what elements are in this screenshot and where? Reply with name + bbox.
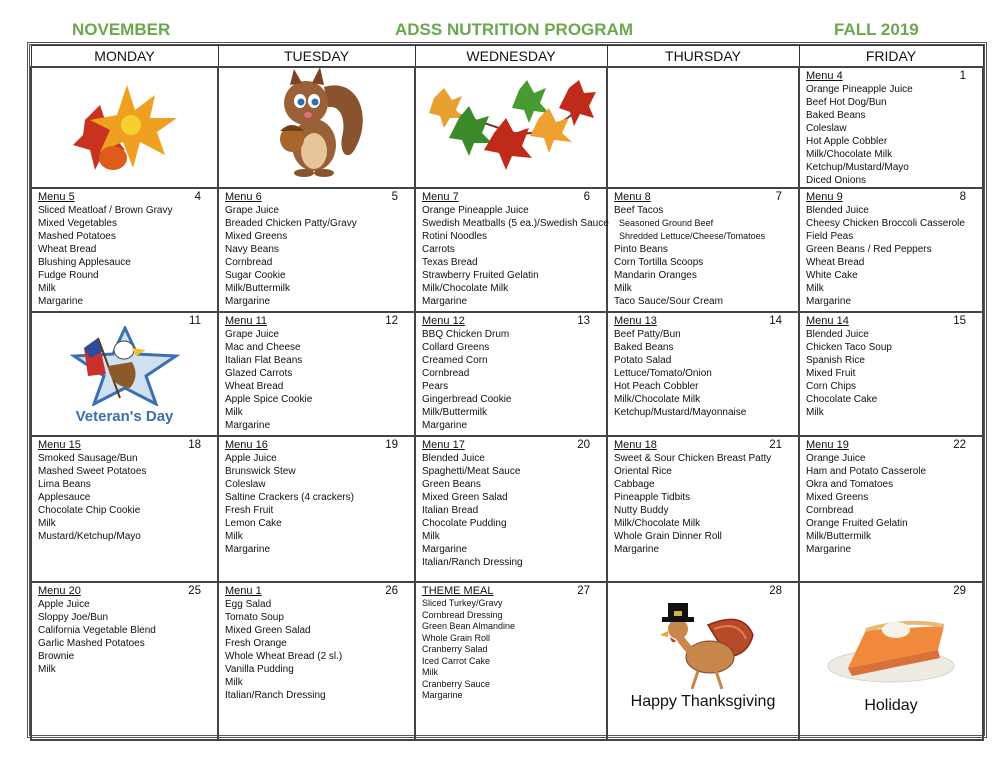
menu-item: Green Beans / Red Peppers (806, 244, 932, 255)
menu-item: Lettuce/Tomato/Onion (614, 368, 712, 379)
day-number: 15 (953, 315, 966, 327)
menu-item: Grape Juice (225, 205, 279, 216)
day-cell (415, 312, 607, 436)
menu-item: Breaded Chicken Patty/Gravy (225, 218, 357, 229)
day-number: 4 (194, 191, 201, 203)
menu-item: Apple Spice Cookie (225, 394, 313, 405)
menu-item: Italian Flat Beans (225, 355, 303, 366)
menu-item: Navy Beans (225, 244, 279, 255)
menu-item: Lima Beans (38, 479, 91, 490)
menu-items (225, 452, 409, 556)
menu-item: Okra and Tomatoes (806, 479, 894, 490)
menu-item: Cabbage (614, 479, 655, 490)
day-cell (799, 67, 983, 188)
menu-item: Ketchup/Mustard/Mayonnaise (614, 407, 747, 418)
menu-item: Swedish Meatballs (5 ea.)/Swedish Sauce (422, 218, 609, 229)
program-title: ADSS NUTRITION PROGRAM (395, 20, 633, 39)
menu-item: Sliced Turkey/Gravy (422, 598, 503, 608)
menu-item: Milk (225, 531, 243, 542)
menu-items (225, 204, 409, 308)
menu-item: Margarine (38, 296, 84, 307)
menu-label: Menu 16 (225, 439, 268, 451)
menu-item: Taco Sauce/Sour Cream (614, 296, 723, 307)
menu-item: Cornbread (225, 257, 273, 268)
menu-item: Brownie (38, 651, 75, 662)
day-cell (218, 582, 415, 740)
menu-item: Milk (38, 283, 56, 294)
menu-item: BBQ Chicken Drum (422, 329, 510, 340)
menu-item: Chocolate Pudding (422, 518, 507, 529)
day-number: 29 (953, 585, 966, 597)
menu-item: Oriental Rice (614, 466, 672, 477)
menu-item: Italian Bread (422, 505, 479, 516)
menu-item: Milk/Chocolate Milk (422, 283, 509, 294)
menu-item: Cranberry Salad (422, 644, 488, 654)
eagle-flag-star-icon (32, 319, 217, 413)
menu-item: Chocolate Cake (806, 394, 878, 405)
menu-items (38, 452, 212, 543)
day-cell (607, 312, 799, 436)
day-cell (415, 188, 607, 312)
menu-item: Grape Juice (225, 329, 279, 340)
menu-item: Cheesy Chicken Broccoli Casserole (806, 218, 965, 229)
menu-item: Blushing Applesauce (38, 257, 131, 268)
menu-item: Saltine Crackers (4 crackers) (225, 492, 354, 503)
holiday-caption: Happy Thanksgiving (630, 693, 776, 710)
autumn-leaves-icon (32, 68, 217, 187)
menu-item: Coleslaw (806, 123, 847, 134)
menu-item: Nutty Buddy (614, 505, 669, 516)
day-cell (607, 188, 799, 312)
menu-item: Milk (38, 518, 56, 529)
menu-item: Margarine (422, 296, 468, 307)
menu-item: Carrots (422, 244, 455, 255)
menu-item: Margarine (806, 544, 852, 555)
menu-items (614, 204, 793, 308)
menu-item: Mixed Green Salad (422, 492, 508, 503)
menu-item: Mixed Fruit (806, 368, 856, 379)
calendar-table (30, 45, 984, 741)
menu-item: Collard Greens (422, 342, 490, 353)
menu-item: Lemon Cake (225, 518, 282, 529)
menu-item: Milk/Buttermilk (422, 407, 488, 418)
weekday-thursday: THURSDAY (607, 46, 799, 68)
menu-item: Spaghetti/Meat Sauce (422, 466, 521, 477)
day-cell (415, 436, 607, 582)
menu-item: Fresh Fruit (225, 505, 274, 516)
menu-items (38, 598, 212, 676)
menu-item: Milk (806, 283, 824, 294)
day-number: 1 (959, 70, 966, 82)
week-row (31, 312, 983, 436)
weekday-monday: MONDAY (31, 46, 218, 68)
menu-item: Cranberry Sauce (422, 678, 491, 689)
menu-item: Milk (806, 407, 824, 418)
menu-item: Milk (422, 531, 440, 542)
menu-item: Whole Wheat Bread (2 sl.) (225, 651, 343, 662)
menu-label: Menu 14 (806, 315, 849, 327)
day-number: 5 (391, 191, 398, 203)
menu-item: Green Beans (422, 479, 481, 490)
menu-item: Applesauce (38, 492, 91, 503)
day-number: 22 (953, 439, 966, 451)
menu-label: Menu 6 (225, 191, 262, 203)
day-number: 6 (583, 191, 590, 203)
weekday-tuesday: TUESDAY (218, 46, 415, 68)
menu-item: Sloppy Joe/Bun (38, 612, 109, 623)
menu-item: Wheat Bread (225, 381, 284, 392)
menu-label: Menu 15 (38, 439, 81, 451)
menu-item: Mac and Cheese (225, 342, 301, 353)
menu-item: Wheat Bread (38, 244, 97, 255)
menu-label: Menu 7 (422, 191, 459, 203)
menu-item: Milk/Chocolate Milk (614, 394, 701, 405)
day-number: 18 (188, 439, 201, 451)
day-number: 7 (775, 191, 782, 203)
week-row (31, 67, 983, 188)
day-cell (218, 312, 415, 436)
day-cell (31, 582, 218, 740)
menu-item: Margarine (422, 690, 463, 700)
menu-subitem: Seasoned Ground Beef (619, 218, 714, 228)
day-number: 11 (189, 315, 201, 327)
menu-item: Milk (422, 667, 438, 677)
day-number: 14 (769, 315, 782, 327)
menu-item: Glazed Carrots (225, 368, 293, 379)
menu-item: California Vegetable Blend (38, 625, 156, 636)
pilgrim-turkey-icon (608, 595, 798, 695)
menu-items (422, 328, 601, 432)
menu-item: Orange Juice (806, 453, 866, 464)
week-row (31, 436, 983, 582)
menu-label: Menu 20 (38, 585, 81, 597)
menu-items (422, 452, 601, 569)
menu-item: Egg Salad (225, 599, 272, 610)
menu-item: White Cake (806, 270, 858, 281)
menu-items (225, 598, 409, 702)
menu-item: Coleslaw (225, 479, 266, 490)
menu-item: Smoked Sausage/Bun (38, 453, 138, 464)
menu-item: Corn Chips (806, 381, 857, 392)
menu-item: Diced Onions (806, 175, 867, 186)
menu-label: Menu 11 (225, 315, 267, 327)
menu-item: Milk/Buttermilk (806, 531, 872, 542)
menu-label: Menu 5 (38, 191, 75, 203)
menu-item: Margarine (225, 544, 271, 555)
menu-item: Milk (225, 407, 243, 418)
menu-item: Vanilla Pudding (225, 664, 294, 675)
day-cell-holiday (607, 582, 799, 740)
menu-item: Mandarin Oranges (614, 270, 697, 281)
menu-item: Mixed Greens (225, 231, 288, 242)
menu-label: THEME MEAL (422, 585, 494, 597)
menu-item: Milk (614, 283, 632, 294)
menu-item: Iced Carrot Cake (422, 655, 491, 666)
menu-items (422, 204, 609, 308)
menu-label: Menu 1 (225, 585, 262, 597)
menu-item: Mixed Green Salad (225, 625, 311, 636)
menu-label: Menu 9 (806, 191, 843, 203)
leaf-garland-icon (416, 68, 606, 187)
squirrel-with-acorn-icon (219, 58, 414, 187)
pumpkin-pie-icon (800, 597, 982, 699)
menu-items (806, 83, 977, 187)
day-number: 28 (769, 585, 782, 597)
menu-item: Baked Beans (806, 110, 866, 121)
day-cell-holiday (799, 582, 983, 740)
menu-item: Orange Fruited Gelatin (806, 518, 908, 529)
weekday-wednesday: WEDNESDAY (415, 46, 607, 68)
menu-item: Hot Peach Cobbler (614, 381, 699, 392)
menu-label: Menu 17 (422, 439, 465, 451)
menu-label: Menu 4 (806, 70, 843, 82)
menu-label: Menu 8 (614, 191, 651, 203)
day-number: 13 (577, 315, 590, 327)
day-cell (799, 312, 983, 436)
weekday-friday: FRIDAY (799, 46, 983, 68)
menu-items (614, 328, 793, 419)
menu-label: Menu 19 (806, 439, 849, 451)
menu-item: Cornbread (806, 505, 854, 516)
menu-item: Creamed Corn (422, 355, 488, 366)
day-cell-theme-meal (415, 582, 607, 740)
menu-items (38, 204, 212, 308)
menu-item: Brunswick Stew (225, 466, 296, 477)
menu-item: Blended Juice (806, 329, 869, 340)
day-cell-image (31, 67, 218, 188)
menu-item: Sugar Cookie (225, 270, 286, 281)
menu-calendar (27, 42, 987, 738)
menu-item: Sweet & Sour Chicken Breast Patty (614, 453, 772, 464)
menu-item: Margarine (614, 544, 660, 555)
menu-item: Fudge Round (38, 270, 99, 281)
menu-item: Orange Pineapple Juice (806, 84, 913, 95)
menu-item: Milk (225, 677, 243, 688)
menu-item: Apple Juice (38, 599, 90, 610)
menu-item: Mixed Vegetables (38, 218, 117, 229)
day-number: 19 (385, 439, 398, 451)
menu-item: Ham and Potato Casserole (806, 466, 927, 477)
menu-item: Field Peas (806, 231, 854, 242)
day-cell (218, 188, 415, 312)
menu-item: Milk/Chocolate Milk (614, 518, 701, 529)
menu-subitem: Shredded Lettuce/Cheese/Tomatoes (619, 231, 766, 241)
day-cell (31, 436, 218, 582)
menu-item: Strawberry Fruited Gelatin (422, 270, 539, 281)
menu-items (422, 598, 601, 702)
menu-item: Texas Bread (422, 257, 478, 268)
day-number: 8 (959, 191, 966, 203)
day-cell-image (415, 67, 607, 188)
menu-item: Pinto Beans (614, 244, 668, 255)
week-row (31, 188, 983, 312)
day-cell (607, 436, 799, 582)
menu-item: Ketchup/Mustard/Mayo (806, 162, 909, 173)
holiday-caption: Veteran's Day (75, 408, 174, 425)
menu-item: Mashed Potatoes (38, 231, 116, 242)
menu-item: Pineapple Tidbits (614, 492, 691, 503)
menu-item: Orange Pineapple Juice (422, 205, 529, 216)
menu-item: Margarine (422, 544, 468, 555)
week-row (31, 582, 983, 740)
menu-item: Margarine (225, 420, 271, 431)
menu-item: Chicken Taco Soup (806, 342, 892, 353)
menu-item: Pears (422, 381, 449, 392)
menu-item: Gingerbread Cookie (422, 394, 512, 405)
day-cell-holiday (31, 312, 218, 436)
menu-item: Corn Tortilla Scoops (614, 257, 704, 268)
menu-item: Garlic Mashed Potatoes (38, 638, 145, 649)
day-number: 21 (769, 439, 782, 451)
menu-item: Margarine (806, 296, 852, 307)
menu-item: Mustard/Ketchup/Mayo (38, 531, 141, 542)
menu-item: Beef Tacos (614, 205, 664, 216)
day-cell-image (218, 67, 415, 188)
menu-item: Italian/Ranch Dressing (225, 690, 326, 701)
day-cell-empty (607, 67, 799, 188)
menu-item: Fresh Orange (225, 638, 287, 649)
menu-item: Wheat Bread (806, 257, 865, 268)
menu-item: Sliced Meatloaf / Brown Gravy (38, 205, 173, 216)
day-cell (799, 188, 983, 312)
holiday-caption: Holiday (864, 697, 918, 714)
day-number: 25 (188, 585, 201, 597)
menu-items (614, 452, 793, 556)
menu-item: Green Bean Almandine (422, 621, 516, 631)
menu-item: Potato Salad (614, 355, 672, 366)
menu-label: Menu 12 (422, 315, 465, 327)
menu-item: Beef Hot Dog/Bun (806, 97, 887, 108)
day-number: 12 (385, 315, 398, 327)
menu-items (806, 328, 977, 419)
menu-item: Whole Grain Roll (422, 632, 491, 643)
day-number: 26 (385, 585, 398, 597)
menu-item: Cornbread (422, 368, 470, 379)
day-cell (799, 436, 983, 582)
menu-label: Menu 13 (614, 315, 657, 327)
menu-item: Beef Patty/Bun (614, 329, 681, 340)
menu-items (806, 204, 977, 308)
menu-item: Baked Beans (614, 342, 674, 353)
menu-item: Hot Apple Cobbler (806, 136, 888, 147)
menu-item: Blended Juice (422, 453, 485, 464)
menu-item: Italian/Ranch Dressing (422, 557, 523, 568)
menu-item: Spanish Rice (806, 355, 865, 366)
menu-item: Mixed Greens (806, 492, 869, 503)
menu-item: Margarine (225, 296, 271, 307)
menu-item: Mashed Sweet Potatoes (38, 466, 147, 477)
menu-item: Tomato Soup (225, 612, 284, 623)
menu-item: Cornbread Dressing (422, 609, 503, 620)
menu-item: Milk (38, 664, 56, 675)
menu-item: Whole Grain Dinner Roll (614, 531, 722, 542)
menu-item: Chocolate Chip Cookie (38, 505, 141, 516)
menu-item: Blended Juice (806, 205, 869, 216)
menu-item: Apple Juice (225, 453, 277, 464)
menu-items (225, 328, 409, 432)
weekday-header-row (31, 46, 983, 68)
menu-item: Rotini Noodles (422, 231, 488, 242)
menu-label: Menu 18 (614, 439, 657, 451)
day-cell (31, 188, 218, 312)
day-number: 27 (577, 585, 590, 597)
menu-item: Milk/Buttermilk (225, 283, 291, 294)
day-number: 20 (577, 439, 590, 451)
month-title: NOVEMBER (72, 20, 171, 39)
day-cell (218, 436, 415, 582)
term-title: FALL 2019 (834, 20, 919, 39)
menu-item: Milk/Chocolate Milk (806, 149, 893, 160)
menu-items (806, 452, 977, 556)
menu-item: Margarine (422, 420, 468, 431)
